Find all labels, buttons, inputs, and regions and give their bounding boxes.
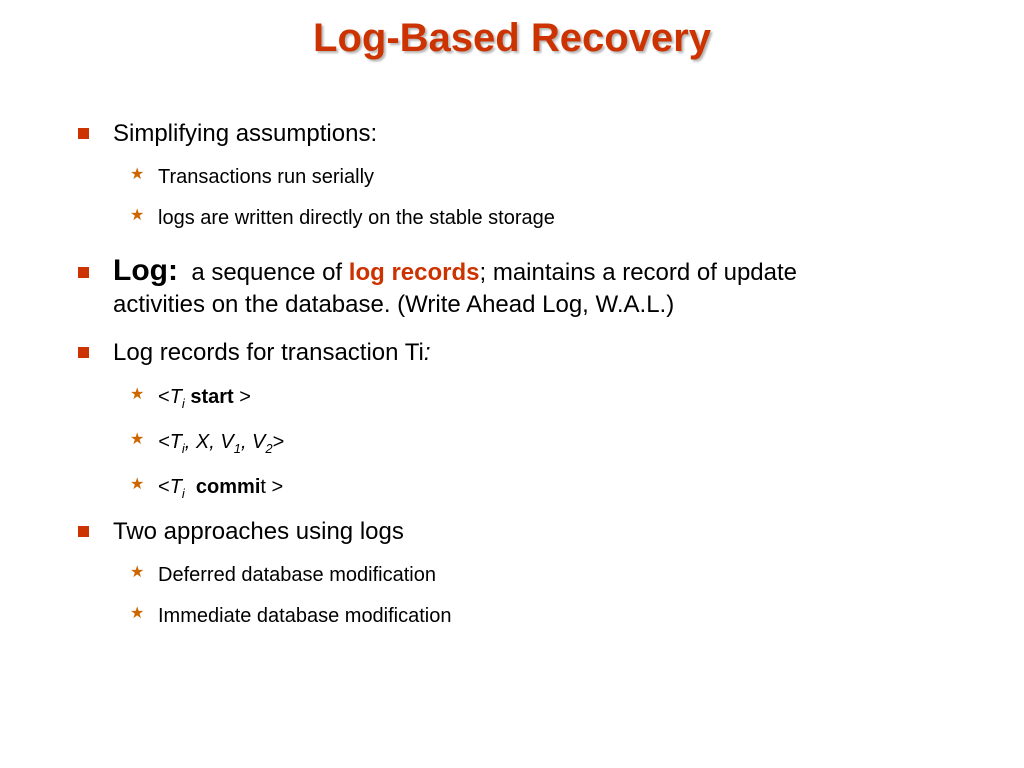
subbullet-text: Transactions run serially bbox=[158, 166, 375, 188]
square-bullet-icon bbox=[78, 347, 89, 358]
record-commit-text: $<T_i$ commit > bbox=[158, 476, 284, 501]
star-bullet-icon: ★ bbox=[130, 605, 145, 622]
subbullet-text: Deferred database modification bbox=[158, 564, 436, 586]
log-definition-prefix: a sequence of bbox=[191, 259, 343, 286]
star-bullet-icon: ★ bbox=[130, 207, 145, 224]
bullet-text: Two approaches using logs bbox=[113, 518, 404, 545]
square-bullet-icon bbox=[78, 128, 89, 139]
record-start-text: $<T_i$ start > bbox=[158, 386, 251, 411]
star-bullet-icon: ★ bbox=[130, 386, 145, 403]
bullet-text: Log records for transaction Ti: bbox=[113, 339, 431, 366]
star-bullet-icon: ★ bbox=[130, 166, 145, 183]
subbullet-text: Immediate database modification bbox=[158, 605, 452, 627]
log-records-highlight: log records bbox=[348, 259, 480, 286]
record-update-text: $<T_i$, X, $V_1$, $V_2>$ bbox=[158, 431, 285, 456]
bullet-text: activities on the database. (Write Ahead Log, W.A.L.) bbox=[113, 291, 675, 318]
subbullet-text: logs are written directly on the stable storage bbox=[158, 207, 555, 229]
square-bullet-icon bbox=[78, 267, 89, 278]
star-bullet-icon: ★ bbox=[130, 564, 145, 581]
square-bullet-icon bbox=[78, 526, 89, 537]
bullet-text: Simplifying assumptions: bbox=[113, 120, 378, 147]
star-bullet-icon: ★ bbox=[130, 476, 145, 493]
slide-title: Log-Based Recovery bbox=[313, 16, 711, 60]
star-bullet-icon: ★ bbox=[130, 431, 145, 448]
bullet-text bbox=[113, 255, 797, 289]
log-term: Log: bbox=[113, 254, 178, 287]
log-definition-suffix: ; maintains a record of update bbox=[479, 259, 798, 286]
